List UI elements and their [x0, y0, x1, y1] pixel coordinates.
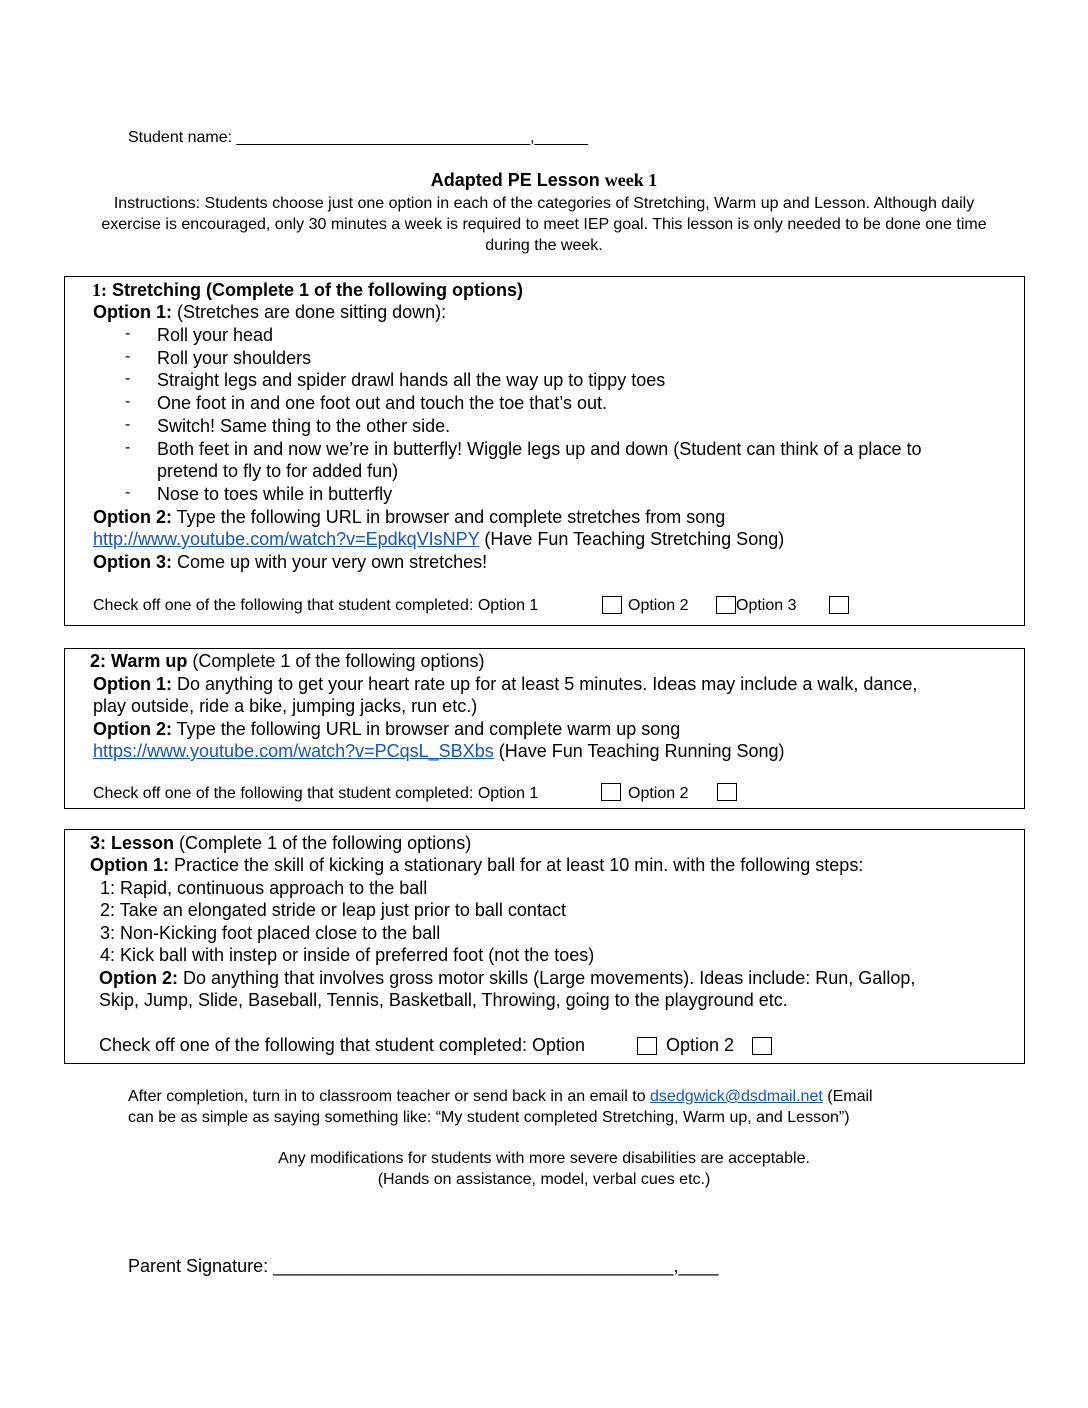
section1-heading-text: Stretching (Complete 1 of the following options)	[107, 280, 523, 300]
stretching-heading	[92, 279, 523, 301]
lesson-option2	[99, 967, 915, 989]
modifications-examples: (Hands on assistance, model, verbal cues etc.)	[377, 1171, 711, 1188]
option3-text: Come up with your very own stretches!	[172, 552, 488, 572]
option2-checkbox[interactable]	[752, 1037, 772, 1055]
bullet-dash: -	[125, 439, 131, 456]
completion-note	[128, 1086, 873, 1107]
list-item: 1: Rapid, continuous approach to the ball	[100, 878, 428, 898]
title-main: Adapted PE Lesson	[430, 170, 605, 190]
list-item: One foot in and one foot out and touch the toe that’s out.	[157, 393, 608, 413]
warmup-url-line	[93, 740, 785, 762]
option2-label: Option 2:	[93, 507, 172, 527]
student-name-line: Student name: _________________________________,______	[128, 129, 588, 146]
completion-note-cont: can be as simple as saying something like: “My student completed Stretching, Warm up, and Lesson”)	[128, 1109, 850, 1126]
bullet-dash: -	[125, 348, 131, 365]
list-item: Nose to toes while in butterfly	[157, 484, 393, 504]
stretching-section	[64, 276, 1025, 626]
warmup-heading-bold: 2: Warm up	[90, 651, 188, 671]
option1-checkbox[interactable]	[602, 596, 622, 614]
list-item: 2: Take an elongated stride or leap just prior to ball contact	[100, 900, 566, 920]
list-item: 3: Non-Kicking foot placed close to the ball	[100, 923, 441, 943]
check-off-text: Check off one of the following that student completed: Option 1	[93, 785, 539, 802]
option1-label: Option 1:	[93, 302, 172, 322]
check-off-text: Check off one of the following that student completed: Option 1	[93, 597, 539, 614]
page-title	[0, 170, 1088, 191]
title-week: week 1	[604, 170, 658, 190]
option3-label: Option 3:	[93, 552, 172, 572]
list-item: Switch! Same thing to the other side.	[157, 416, 451, 436]
running-song-name: (Have Fun Teaching Running Song)	[493, 741, 785, 761]
option1-checkbox[interactable]	[601, 783, 621, 801]
check-option2-label: Option 2	[666, 1035, 735, 1055]
option2-text: Do anything that involves gross motor skills (Large movements). Ideas include: Run, Gallop,	[178, 968, 916, 988]
stretch-option3	[93, 551, 487, 573]
completion-text-end: (Email	[822, 1088, 873, 1105]
lesson-option1	[90, 854, 863, 876]
check-option2-label: Option 2	[628, 785, 689, 802]
option1-text: (Stretches are done sitting down):	[172, 302, 447, 322]
parent-signature-line: Parent Signature: ________________________________________,____	[128, 1256, 719, 1276]
stretch-option1	[93, 301, 446, 323]
option2-label: Option 2:	[93, 719, 172, 739]
warmup-option1-cont: play outside, ride a bike, jumping jacks, run etc.)	[93, 696, 478, 716]
warmup-heading-rest: (Complete 1 of the following options)	[187, 651, 485, 671]
option1-text: Do anything to get your heart rate up for at least 5 minutes. Ideas may include a walk, dance,	[172, 674, 918, 694]
list-item: Roll your head	[157, 325, 274, 345]
list-item: Straight legs and spider drawl hands all the way up to tippy toes	[157, 370, 666, 390]
check-option2-label: Option 2	[628, 597, 689, 614]
warmup-section	[64, 648, 1025, 809]
option1-text: Practice the skill of kicking a stationary ball for at least 10 min. with the following steps:	[169, 855, 864, 875]
list-item: Both feet in and now we’re in butterfly! Wiggle legs up and down (Student can think of a place to	[157, 439, 922, 459]
lesson-section	[64, 829, 1025, 1064]
option1-label: Option 1:	[93, 674, 172, 694]
instructions: Instructions: Students choose just one option in each of the categories of Stretching, Warm up and Lesson. Although daily exercise is encouraged, only 30 minutes a week is required to meet IEP goal. This lesson is only needed to be done one time during the week.	[101, 195, 987, 254]
teacher-email-link[interactable]: dsedgwick@dsdmail.net	[650, 1088, 823, 1105]
stretch-url-line	[93, 528, 784, 550]
bullet-dash: -	[125, 370, 131, 387]
option2-text: Type the following URL in browser and complete stretches from song	[172, 507, 726, 527]
running-song-link[interactable]: https://www.youtube.com/watch?v=PCqsL_SBXbs	[93, 741, 494, 761]
check-off-text: Check off one of the following that student completed: Option	[99, 1035, 585, 1055]
lesson-heading-bold: 3: Lesson	[90, 833, 175, 853]
option2-text: Type the following URL in browser and complete warm up song	[172, 719, 681, 739]
warmup-heading	[90, 650, 485, 672]
bullet-dash: -	[125, 416, 131, 433]
lesson-option2-cont: Skip, Jump, Slide, Baseball, Tennis, Basketball, Throwing, going to the playground etc.	[99, 990, 788, 1010]
lesson-heading	[90, 832, 471, 854]
warmup-option1	[93, 673, 917, 695]
list-item: Roll your shoulders	[157, 348, 312, 368]
stretching-song-name: (Have Fun Teaching Stretching Song)	[479, 529, 785, 549]
bullet-dash: -	[125, 325, 131, 342]
modifications-note: Any modifications for students with more severe disabilities are acceptable.	[278, 1150, 810, 1167]
option1-label: Option 1:	[90, 855, 169, 875]
lesson-heading-rest: (Complete 1 of the following options)	[174, 833, 472, 853]
list-item: 4: Kick ball with instep or inside of preferred foot (not the toes)	[100, 945, 595, 965]
bullet-dash: -	[125, 484, 131, 501]
check-option3-label: Option 3	[736, 597, 797, 614]
option1-checkbox[interactable]	[637, 1037, 657, 1055]
section1-number: 1:	[92, 280, 107, 300]
option2-label: Option 2:	[99, 968, 178, 988]
bullet-dash: -	[125, 393, 131, 410]
option2-checkbox[interactable]	[717, 783, 737, 801]
list-item-continued: pretend to fly to for added fun)	[157, 461, 399, 481]
warmup-option2	[93, 718, 680, 740]
option2-checkbox[interactable]	[716, 596, 736, 614]
option3-checkbox[interactable]	[829, 596, 849, 614]
stretch-option2	[93, 506, 725, 528]
completion-text: After completion, turn in to classroom teacher or send back in an email to	[128, 1088, 651, 1105]
stretching-song-link[interactable]: http://www.youtube.com/watch?v=EpdkqVIsNPY	[93, 529, 480, 549]
